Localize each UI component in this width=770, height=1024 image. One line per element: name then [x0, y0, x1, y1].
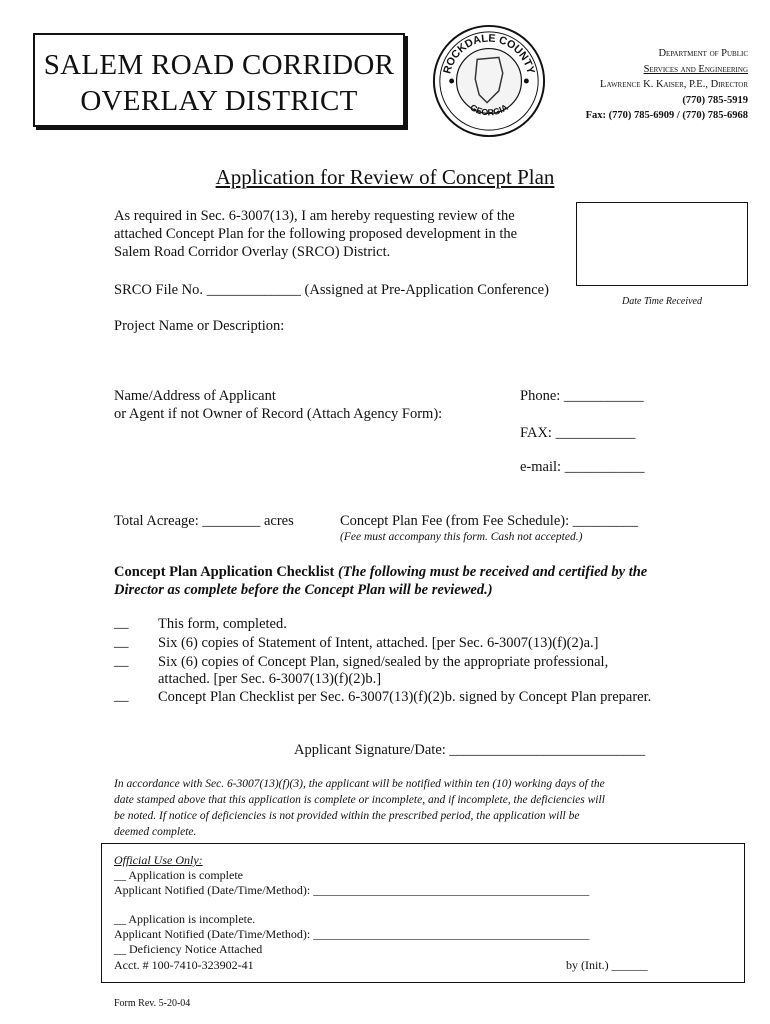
- district-title-box: [33, 33, 405, 127]
- director-name: Lawrence K. Kaiser, P.E., Director: [600, 79, 748, 90]
- dept-line-1: Department of Public: [658, 48, 748, 59]
- fee-note: (Fee must accompany this form. Cash not accepted.): [340, 531, 583, 543]
- district-title-line-1: SALEM ROAD CORRIDOR: [43, 49, 395, 81]
- dept-phone: (770) 785-5919: [682, 94, 748, 106]
- checkbox-blank-3[interactable]: __: [114, 653, 129, 669]
- district-title-line-2: OVERLAY DISTRICT: [80, 85, 358, 117]
- project-name-label: Project Name or Description:: [114, 318, 285, 334]
- date-received-stamp-box[interactable]: [576, 202, 748, 286]
- county-seal-icon: [430, 22, 548, 140]
- seal-bottom-text: GEORGIA: [468, 102, 510, 118]
- phone-field[interactable]: Phone: ___________: [520, 388, 644, 404]
- checklist-title: Concept Plan Application Checklist: [114, 564, 335, 580]
- initials-field[interactable]: by (Init.) ______: [566, 958, 648, 972]
- intro-line-1: As required in Sec. 6-3007(13), I am hereby requesting review of the: [114, 208, 515, 224]
- date-received-label: Date Time Received: [622, 296, 702, 307]
- checkbox-blank-2[interactable]: __: [114, 634, 129, 650]
- email-field[interactable]: e-mail: ___________: [520, 459, 645, 475]
- applicant-label-2: or Agent if not Owner of Record (Attach Agency Form):: [114, 406, 443, 422]
- notice-paragraph: [114, 776, 659, 840]
- applicant-signature-field[interactable]: Applicant Signature/Date: ___________________________: [294, 742, 646, 758]
- applicant-label-1: Name/Address of Applicant: [114, 388, 276, 404]
- page-title: Application for Review of Concept Plan: [215, 165, 555, 189]
- checklist-item-1: This form, completed.: [158, 616, 287, 632]
- official-use-heading: Official Use Only:: [114, 853, 203, 867]
- dept-line-2: Services and Engineering: [643, 63, 748, 75]
- concept-plan-fee-field[interactable]: Concept Plan Fee (from Fee Schedule): _________: [340, 513, 638, 529]
- dept-fax: Fax: (770) 785-6909 / (770) 785-6968: [585, 110, 748, 121]
- account-number: Acct. # 100-7410-323902-41: [114, 958, 254, 972]
- form-revision: Form Rev. 5-20-04: [114, 998, 191, 1009]
- notice-line-4: deemed complete.: [114, 826, 197, 838]
- deficiency-notice-check[interactable]: __ Deficiency Notice Attached: [114, 942, 263, 956]
- application-incomplete-check[interactable]: __ Application is incomplete.: [114, 912, 256, 926]
- intro-line-2: attached Concept Plan for the following proposed development in the: [114, 226, 518, 242]
- checklist-item-2: Six (6) copies of Statement of Intent, attached. [per Sec. 6-3007(13)(f)(2)a.]: [158, 635, 599, 651]
- notice-line-2: date stamped above that this application is complete or incomplete, and if incomplete, the deficiencies will: [114, 794, 605, 806]
- notified-complete-field[interactable]: Applicant Notified (Date/Time/Method): ______________________________________________: [114, 883, 590, 897]
- total-acreage-field[interactable]: Total Acreage: ________ acres: [114, 513, 294, 529]
- seal-top-text: ROCKDALE COUNTY: [441, 32, 537, 76]
- fax-field[interactable]: FAX: ___________: [520, 425, 636, 441]
- checklist-note-1: (The following must be received and certified by the: [337, 564, 648, 580]
- checklist-item-3a: Six (6) copies of Concept Plan, signed/sealed by the appropriate professional,: [158, 654, 609, 670]
- checklist-heading: [114, 563, 694, 581]
- srco-file-no-field[interactable]: SRCO File No. _____________ (Assigned at Pre-Application Conference): [114, 282, 549, 298]
- checklist-item-3b: attached. [per Sec. 6-3007(13)(f)(2)b.]: [158, 671, 382, 687]
- checkbox-blank-1[interactable]: __: [114, 615, 129, 631]
- notified-incomplete-field[interactable]: Applicant Notified (Date/Time/Method): ______________________________________________: [114, 927, 590, 941]
- checkbox-blank-4[interactable]: __: [114, 688, 129, 704]
- application-complete-check[interactable]: __ Application is complete: [114, 868, 243, 882]
- intro-paragraph: [114, 207, 554, 261]
- notice-line-3: be noted. If notice of deficiencies is not provided within the prescribed period, the application will be: [114, 810, 580, 822]
- intro-line-3: Salem Road Corridor Overlay (SRCO) District.: [114, 244, 391, 260]
- department-info: [586, 46, 748, 124]
- checklist-note-2: Director as complete before the Concept Plan will be reviewed.): [114, 582, 493, 598]
- notice-line-1: In accordance with Sec. 6-3007(13)(f)(3), the applicant will be notified within ten (10) working days of the: [114, 778, 605, 790]
- checklist-item-4: Concept Plan Checklist per Sec. 6-3007(13)(f)(2)b. signed by Concept Plan preparer.: [158, 689, 652, 705]
